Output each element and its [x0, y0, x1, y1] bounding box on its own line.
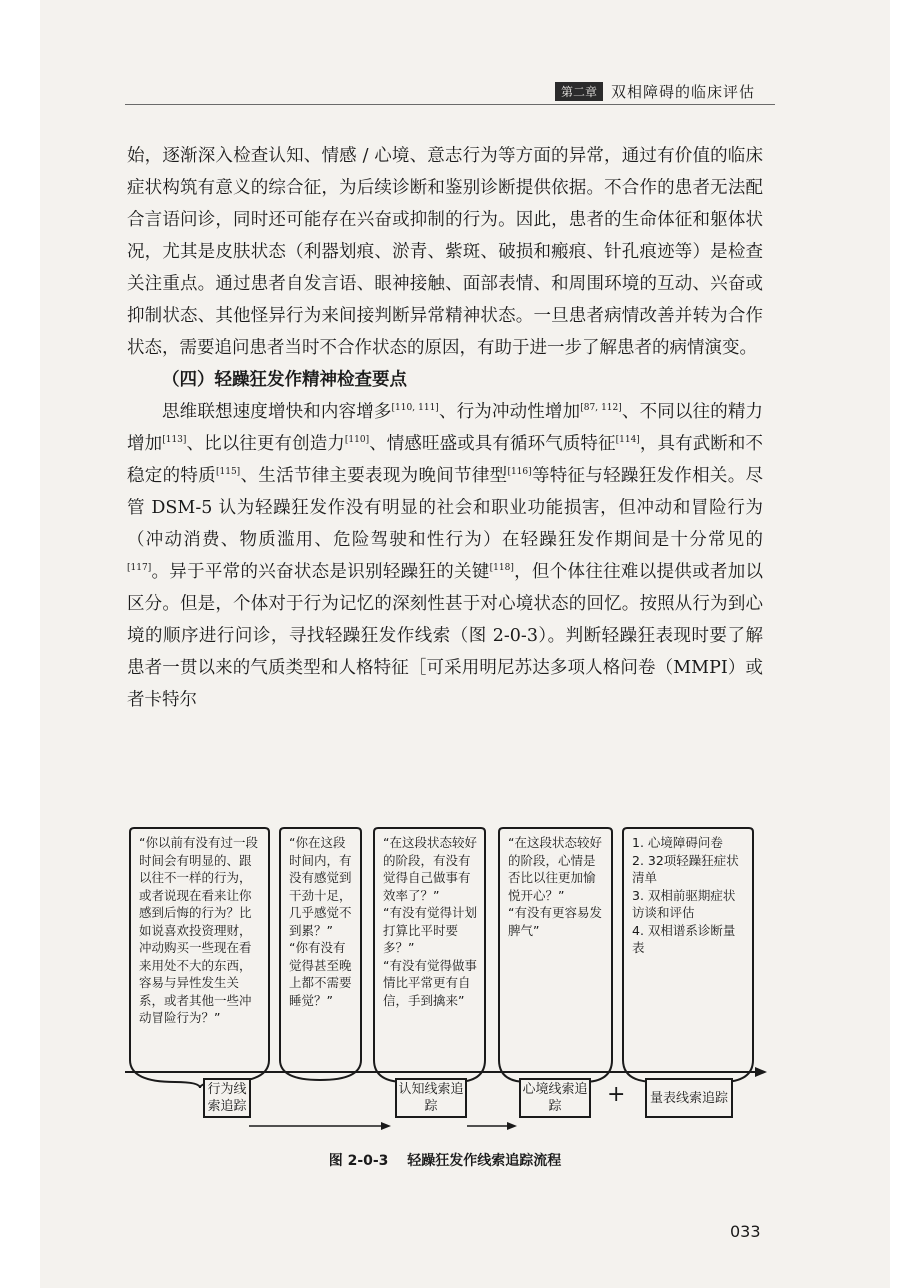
box1-bracket — [130, 1060, 200, 1088]
citation: [87, 112] — [580, 403, 622, 413]
timeline-arrowhead — [755, 1067, 767, 1077]
scale-item: 3. 双相前驱期症状访谈和评估 — [632, 887, 736, 920]
cognition-track-box: 认知线索追踪 — [395, 1078, 467, 1118]
citation: [117] — [127, 563, 152, 573]
mood-question-box: “在这段状态较好的阶段，心情是否比以往更加愉悦开心？” “有没有更容易发脾气” — [508, 835, 602, 938]
paragraph-1: 始，逐渐深入检查认知、情感 / 心境、意志行为等方面的异常，通过有价值的临床症状构筑有意义的综合征，为后续诊断和鉴别诊断提供依据。不合作的患者无法配合言语问诊，同时还可能存在兴奋或抑制的行为。因此，患者的生命体征和躯体状况，尤其是皮肤状态（利器划痕、淤青、紫斑、破损和瘢痕、针孔痕迹等）是检查关注重点。通过患者自发言语、眼神接触、面部表情、和周围环境的互动、兴奋或抑制状态、其他怪异行为来间接判断异常精神状态。一旦患者病情改善并转为合作状态，需要追问患者当时不合作状态的原因，有助于进一步了解患者的病情演变。 — [127, 146, 763, 358]
scale-item: 1. 心境障碍问卷 — [632, 835, 723, 850]
figure-caption — [115, 1150, 775, 1170]
body-text — [127, 140, 763, 716]
mood-track-box: 心境线索追踪 — [519, 1078, 591, 1118]
citation: [115] — [215, 467, 241, 477]
header-rule — [125, 104, 775, 105]
citation: [110, 111] — [391, 403, 439, 413]
citation: [113] — [162, 435, 187, 445]
cognition-question-box: “在这段状态较好的阶段，有没有觉得自己做事有效率了？” “有没有觉得计划打算比平时要多？” “有没有觉得做事情比平常更有自信，手到擒来” — [383, 835, 477, 1008]
citation: [114] — [615, 435, 640, 445]
page-number: 033 — [730, 1222, 761, 1241]
figure-number: 图 2-0-3 — [328, 1153, 389, 1169]
chapter-badge: 第二章 — [555, 82, 603, 101]
citation: [118] — [489, 563, 514, 573]
scale-track-box: 量表线索追踪 — [645, 1078, 733, 1118]
section-heading: （四）轻躁狂发作精神检查要点 — [162, 370, 407, 390]
behavior-question-box: “你以前有没有过一段时间会有明显的、跟以往不一样的行为，或者说现在看来让你感到后悔的行为？比如说喜欢投资理财，冲动购买一些现在看来用处不大的东西，容易与异性发生关系，或者其他一些冲动冒险行为？” — [139, 835, 258, 1025]
paragraph-2: 思维联想速度增快和内容增多[110, 111]、行为冲动性增加[87, 112]、不同以往的精力增加[113]、比以往更有创造力[110]、情感旺盛或具有循环气质特征[114]，具有武断和不稳定的特质[115]、生活节律主要表现为晚间节律型[116]等特征与轻躁狂发作相关。尽管 DSM-5 认为轻躁狂发作没有明显的社会和职业功能损害，但冲动和冒险行为（冲动消费、物质滥用、危险驾驶和性行为）在轻躁狂发作期间是十分常见的[117]。异于平常的兴奋状态是识别轻躁狂的关键[118]，但个体往往难以提供或者加以区分。但是，个体对于行为记忆的深刻性甚于对心境状态的回忆。按照从行为到心境的顺序进行问诊，寻找轻躁狂发作线索（图 2-0-3）。判断轻躁狂表现时要了解患者一贯以来的气质类型和人格特征［可采用明尼苏达多项人格问卷（MMPI）或者卡特尔 — [127, 402, 764, 710]
figure-title: 轻躁狂发作线索追踪流程 — [407, 1153, 562, 1169]
plus-sign: + — [607, 1082, 626, 1107]
citation: [116] — [507, 467, 532, 477]
chapter-title: 双相障碍的临床评估 — [611, 82, 756, 101]
flow-figure — [115, 820, 775, 1145]
box2-bracket — [280, 1060, 361, 1080]
scale-item: 4. 双相谱系诊断量表 — [632, 922, 736, 955]
energy-question-box: “你在这段时间内，有没有感觉到干劲十足，几乎感觉不到累？” “你有没有觉得甚至晚上都不需要睡觉？” — [289, 835, 352, 1008]
scale-item: 2. 32项轻躁狂症状清单 — [632, 852, 739, 885]
running-header — [555, 80, 775, 102]
scale-list-box — [624, 830, 754, 961]
behavior-track-box: 行为线索追踪 — [203, 1078, 251, 1118]
citation: [110] — [344, 435, 370, 445]
